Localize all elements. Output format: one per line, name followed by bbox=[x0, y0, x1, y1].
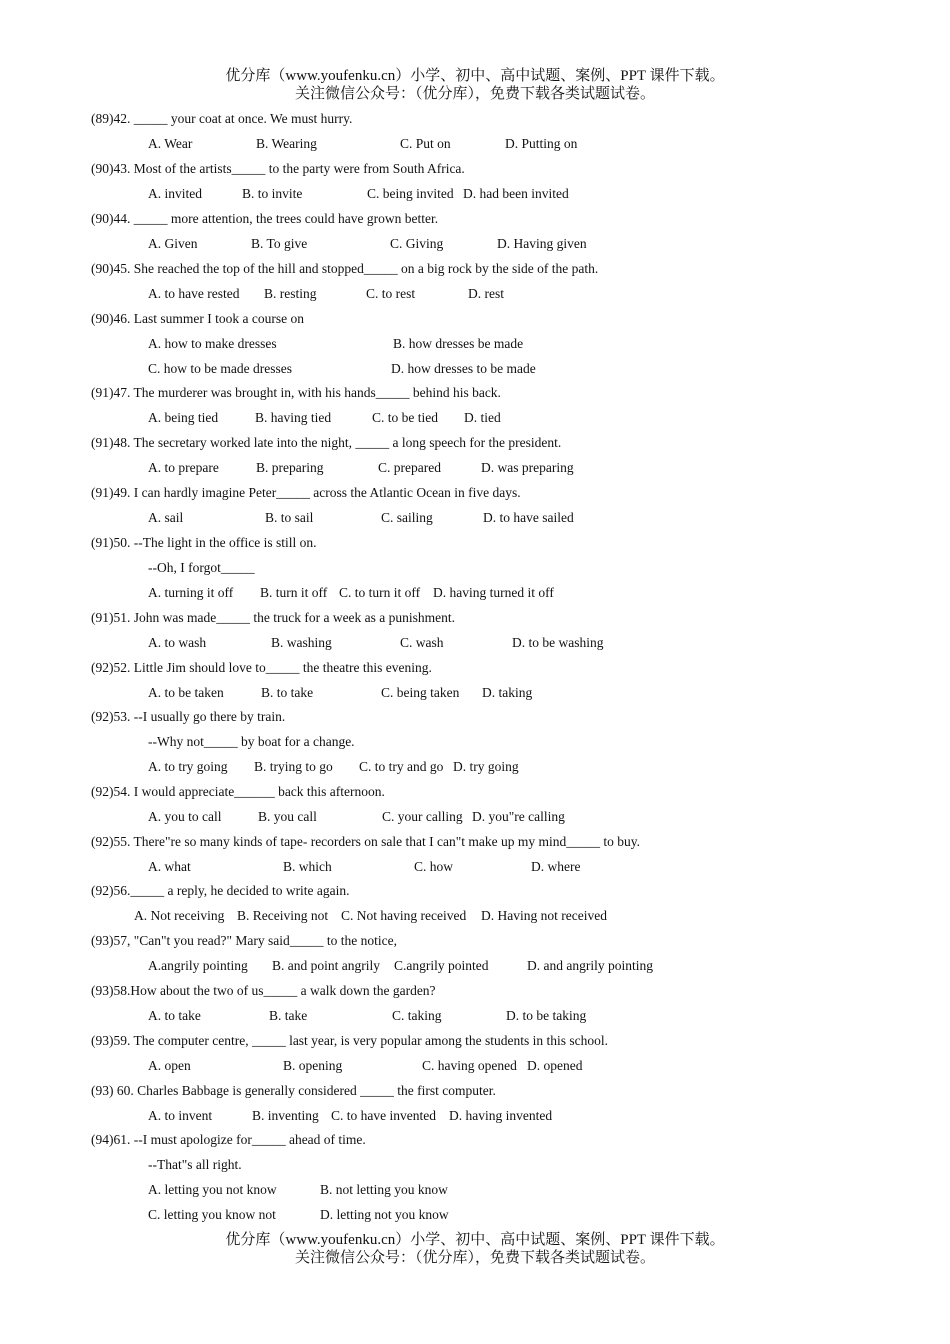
option-c: C. letting you know not bbox=[148, 1207, 276, 1222]
option-a: A. to have rested bbox=[148, 286, 240, 301]
question-55: (92)55. There"re so many kinds of tape- recorders on sale that I can"t make up my mind_____ to buy. bbox=[91, 834, 640, 849]
option-d: D. rest bbox=[468, 286, 504, 301]
question-49: (91)49. I can hardly imagine Peter_____ across the Atlantic Ocean in five days. bbox=[91, 485, 521, 500]
question-43: (90)43. Most of the artists_____ to the party were from South Africa. bbox=[91, 161, 465, 176]
option-a: A. sail bbox=[148, 510, 184, 525]
option-d: D. Putting on bbox=[505, 136, 578, 151]
question-48: (91)48. The secretary worked late into the night, _____ a long speech for the president. bbox=[91, 435, 562, 450]
option-d: D. tied bbox=[464, 410, 501, 425]
page-footer bbox=[0, 1231, 950, 1267]
option-d: D. having invented bbox=[449, 1108, 553, 1123]
option-d: D. opened bbox=[527, 1058, 583, 1073]
dialog-line: --Oh, I forgot_____ bbox=[148, 560, 255, 575]
option-c: C. to rest bbox=[366, 286, 416, 301]
option-d: D. to be taking bbox=[506, 1008, 587, 1023]
footer-line-1: 优分库（www.youfenku.cn）小学、初中、高中试题、案例、PPT 课件下载。 bbox=[225, 1232, 725, 1248]
dialog-line: --Why not_____ by boat for a change. bbox=[148, 734, 355, 749]
option-c: C. prepared bbox=[378, 460, 441, 475]
option-d: D. having turned it off bbox=[433, 585, 554, 600]
option-a: A. to take bbox=[148, 1008, 201, 1023]
question-45: (90)45. She reached the top of the hill and stopped_____ on a big rock by the side of the path. bbox=[91, 261, 599, 276]
option-c: C. having opened bbox=[422, 1058, 517, 1073]
question-50: (91)50. --The light in the office is still on. bbox=[91, 535, 317, 550]
option-c: C. taking bbox=[392, 1008, 442, 1023]
question-44: (90)44. _____ more attention, the trees could have grown better. bbox=[91, 211, 439, 226]
option-a: A. invited bbox=[148, 186, 202, 201]
option-d: D. Having given bbox=[497, 236, 587, 251]
option-a: A. how to make dresses bbox=[148, 336, 277, 351]
option-b: B. you call bbox=[258, 809, 317, 824]
option-d: D. had been invited bbox=[463, 186, 569, 201]
option-c: C. your calling bbox=[382, 809, 463, 824]
option-d: D. was preparing bbox=[481, 460, 574, 475]
option-b: B. opening bbox=[283, 1058, 343, 1073]
option-a: A.angrily pointing bbox=[148, 958, 248, 973]
option-c: C. being invited bbox=[367, 186, 454, 201]
page-header bbox=[0, 67, 950, 103]
option-b: B. to take bbox=[261, 685, 314, 700]
question-52: (92)52. Little Jim should love to_____ the theatre this evening. bbox=[91, 660, 432, 675]
option-c: C. to try and go bbox=[359, 759, 444, 774]
option-b: B. Receiving not bbox=[237, 908, 329, 923]
option-a: A. to be taken bbox=[148, 685, 224, 700]
option-b: B. trying to go bbox=[254, 759, 333, 774]
option-c: C. how to be made dresses bbox=[148, 361, 292, 376]
option-d: D. taking bbox=[482, 685, 533, 700]
option-a: A. Given bbox=[148, 236, 198, 251]
option-b: B. take bbox=[269, 1008, 308, 1023]
option-c: C. being taken bbox=[381, 685, 460, 700]
option-a: A. you to call bbox=[148, 809, 222, 824]
option-d: D. you"re calling bbox=[472, 809, 565, 824]
option-a: A. to wash bbox=[148, 635, 207, 650]
question-51: (91)51. John was made_____ the truck for a week as a punishment. bbox=[91, 610, 456, 625]
header-line-1: 优分库（www.youfenku.cn）小学、初中、高中试题、案例、PPT 课件下载。 bbox=[225, 68, 725, 84]
option-c: C. Giving bbox=[390, 236, 444, 251]
option-d: D. letting not you know bbox=[320, 1207, 449, 1222]
option-d: D. to have sailed bbox=[483, 510, 574, 525]
option-d: D. and angrily pointing bbox=[527, 958, 653, 973]
dialog-line: --That"s all right. bbox=[148, 1157, 242, 1172]
option-b: B. to sail bbox=[265, 510, 314, 525]
option-b: B. not letting you know bbox=[320, 1182, 448, 1197]
question-46: (90)46. Last summer I took a course on bbox=[91, 311, 304, 326]
option-c: C. wash bbox=[400, 635, 444, 650]
question-42: (89)42. _____ your coat at once. We must hurry. bbox=[91, 111, 353, 126]
option-b: B. which bbox=[283, 859, 332, 874]
question-57: (93)57, "Can"t you read?" Mary said_____ to the notice, bbox=[91, 933, 397, 948]
option-c: C. to have invented bbox=[331, 1108, 436, 1123]
option-b: B. Wearing bbox=[256, 136, 317, 151]
option-a: A. Wear bbox=[148, 136, 193, 151]
question-47: (91)47. The murderer was brought in, with his hands_____ behind his back. bbox=[91, 385, 501, 400]
question-60: (93) 60. Charles Babbage is generally considered _____ the first computer. bbox=[91, 1083, 496, 1098]
option-c: C. sailing bbox=[381, 510, 433, 525]
footer-line-2: 关注微信公众号：（优分库），免费下载各类试题试卷。 bbox=[294, 1250, 655, 1266]
option-b: B. and point angrily bbox=[272, 958, 380, 973]
option-b: B. to invite bbox=[242, 186, 303, 201]
question-61: (94)61. --I must apologize for_____ ahead of time. bbox=[91, 1132, 366, 1147]
option-d: D. where bbox=[531, 859, 581, 874]
option-a: A. being tied bbox=[148, 410, 219, 425]
option-b: B. turn it off bbox=[260, 585, 328, 600]
option-c: C. Not having received bbox=[341, 908, 467, 923]
option-c: C. Put on bbox=[400, 136, 451, 151]
option-a: A. to try going bbox=[148, 759, 228, 774]
option-b: B. resting bbox=[264, 286, 317, 301]
option-d: D. Having not received bbox=[481, 908, 607, 923]
option-a: A. what bbox=[148, 859, 191, 874]
option-c: C. to be tied bbox=[372, 410, 438, 425]
option-b: B. washing bbox=[271, 635, 332, 650]
question-59: (93)59. The computer centre, _____ last year, is very popular among the students in this school. bbox=[91, 1033, 608, 1048]
question-53: (92)53. --I usually go there by train. bbox=[91, 709, 286, 724]
option-b: B. preparing bbox=[256, 460, 324, 475]
option-d: D. try going bbox=[453, 759, 519, 774]
header-line-2: 关注微信公众号：（优分库），免费下载各类试题试卷。 bbox=[294, 86, 655, 102]
question-54: (92)54. I would appreciate______ back this afternoon. bbox=[91, 784, 385, 799]
option-a: A. Not receiving bbox=[134, 908, 225, 923]
question-58: (93)58.How about the two of us_____ a walk down the garden? bbox=[91, 983, 436, 998]
option-a: A. to invent bbox=[148, 1108, 213, 1123]
option-c: C. to turn it off bbox=[339, 585, 421, 600]
question-56: (92)56._____ a reply, he decided to write again. bbox=[91, 883, 350, 898]
option-d: D. how dresses to be made bbox=[391, 361, 536, 376]
option-b: B. how dresses be made bbox=[393, 336, 524, 351]
option-c: C.angrily pointed bbox=[394, 958, 489, 973]
option-b: B. To give bbox=[251, 236, 308, 251]
option-c: C. how bbox=[414, 859, 454, 874]
option-b: B. inventing bbox=[252, 1108, 319, 1123]
option-b: B. having tied bbox=[255, 410, 332, 425]
option-a: A. letting you not know bbox=[148, 1182, 277, 1197]
option-d: D. to be washing bbox=[512, 635, 604, 650]
option-a: A. open bbox=[148, 1058, 191, 1073]
option-a: A. turning it off bbox=[148, 585, 234, 600]
option-a: A. to prepare bbox=[148, 460, 219, 475]
